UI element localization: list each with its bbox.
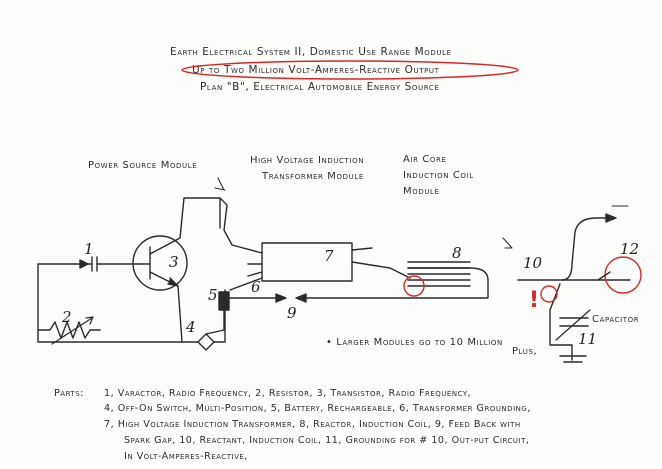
varactor-arrow: [80, 260, 88, 268]
note-line-2: Plus,: [512, 346, 538, 357]
number-7: 7: [324, 247, 334, 265]
parts-line-3: 7, High Voltage Induction Transformer, 8, Reactor, Induction Coil, 9, Feed Back with: [104, 419, 521, 430]
note-line-1: • Larger Modules go to 10 Million: [326, 337, 503, 348]
number-10: 10: [523, 254, 543, 272]
exclamation-mark: !: [529, 288, 540, 313]
title-highlight-ellipse: [182, 61, 518, 79]
number-12: 12: [620, 240, 640, 258]
left-loop-wire: [38, 264, 198, 342]
number-2: 2: [62, 308, 72, 326]
transformer-box: [262, 243, 352, 281]
feedback-wire: [229, 268, 488, 298]
number-5: 5: [208, 286, 218, 304]
number-6: 6: [251, 278, 261, 296]
label-air-core-1: Air Core: [403, 154, 447, 165]
number-11: 11: [578, 330, 598, 348]
parts-line-1: 1, Varactor, Radio Frequency, 2, Resistor, 3, Transistor, Radio Frequency,: [104, 388, 472, 399]
transistor-circle: [133, 236, 187, 290]
parts-line-2: 4, Off-On Switch, Multi-Position, 5, Battery, Rechargeable, 6, Transformer Grounding,: [104, 403, 531, 414]
title-line-1: Earth Electrical System II, Domestic Use Range Module: [170, 46, 452, 58]
label-air-core-2: Induction Coil: [403, 170, 474, 181]
switch-diamond: [198, 334, 214, 350]
label-air-core-3: Module: [403, 186, 440, 197]
parts-line-4: Spark Gap, 10, Reactant, Induction Coil, 11, Grounding for # 10, Out-put Circuit,: [124, 435, 530, 446]
coil-lines: [408, 262, 470, 286]
number-1: 1: [84, 240, 94, 258]
battery: [219, 292, 229, 310]
number-4: 4: [186, 318, 196, 336]
varactor-plates: [92, 257, 97, 271]
label-power-source: Power Source Module: [88, 160, 198, 171]
transistor-collector: [150, 198, 220, 254]
label-hv-transformer-2: Transformer Module: [262, 171, 364, 182]
label-hv-transformer-1: High Voltage Induction: [250, 155, 365, 166]
title-line-3: Plan "B", Electrical Automobile Energy Source: [200, 81, 440, 93]
number-8: 8: [452, 244, 462, 262]
label-capacitor: Capacitor: [592, 314, 640, 325]
number-3: 3: [169, 253, 179, 271]
transistor-base: [138, 247, 150, 279]
parts-line-5: In Volt-Amperes-Reactive,: [124, 451, 248, 462]
ground-symbol: [560, 356, 586, 362]
title-line-2: Up to Two Million Volt-Amperes-Reactive Output: [192, 64, 440, 76]
node-highlight: [541, 286, 557, 302]
parts-heading: Parts:: [54, 388, 84, 399]
transistor-emitter: [150, 272, 182, 342]
number-9: 9: [287, 304, 297, 322]
output-highlight: [605, 257, 641, 293]
